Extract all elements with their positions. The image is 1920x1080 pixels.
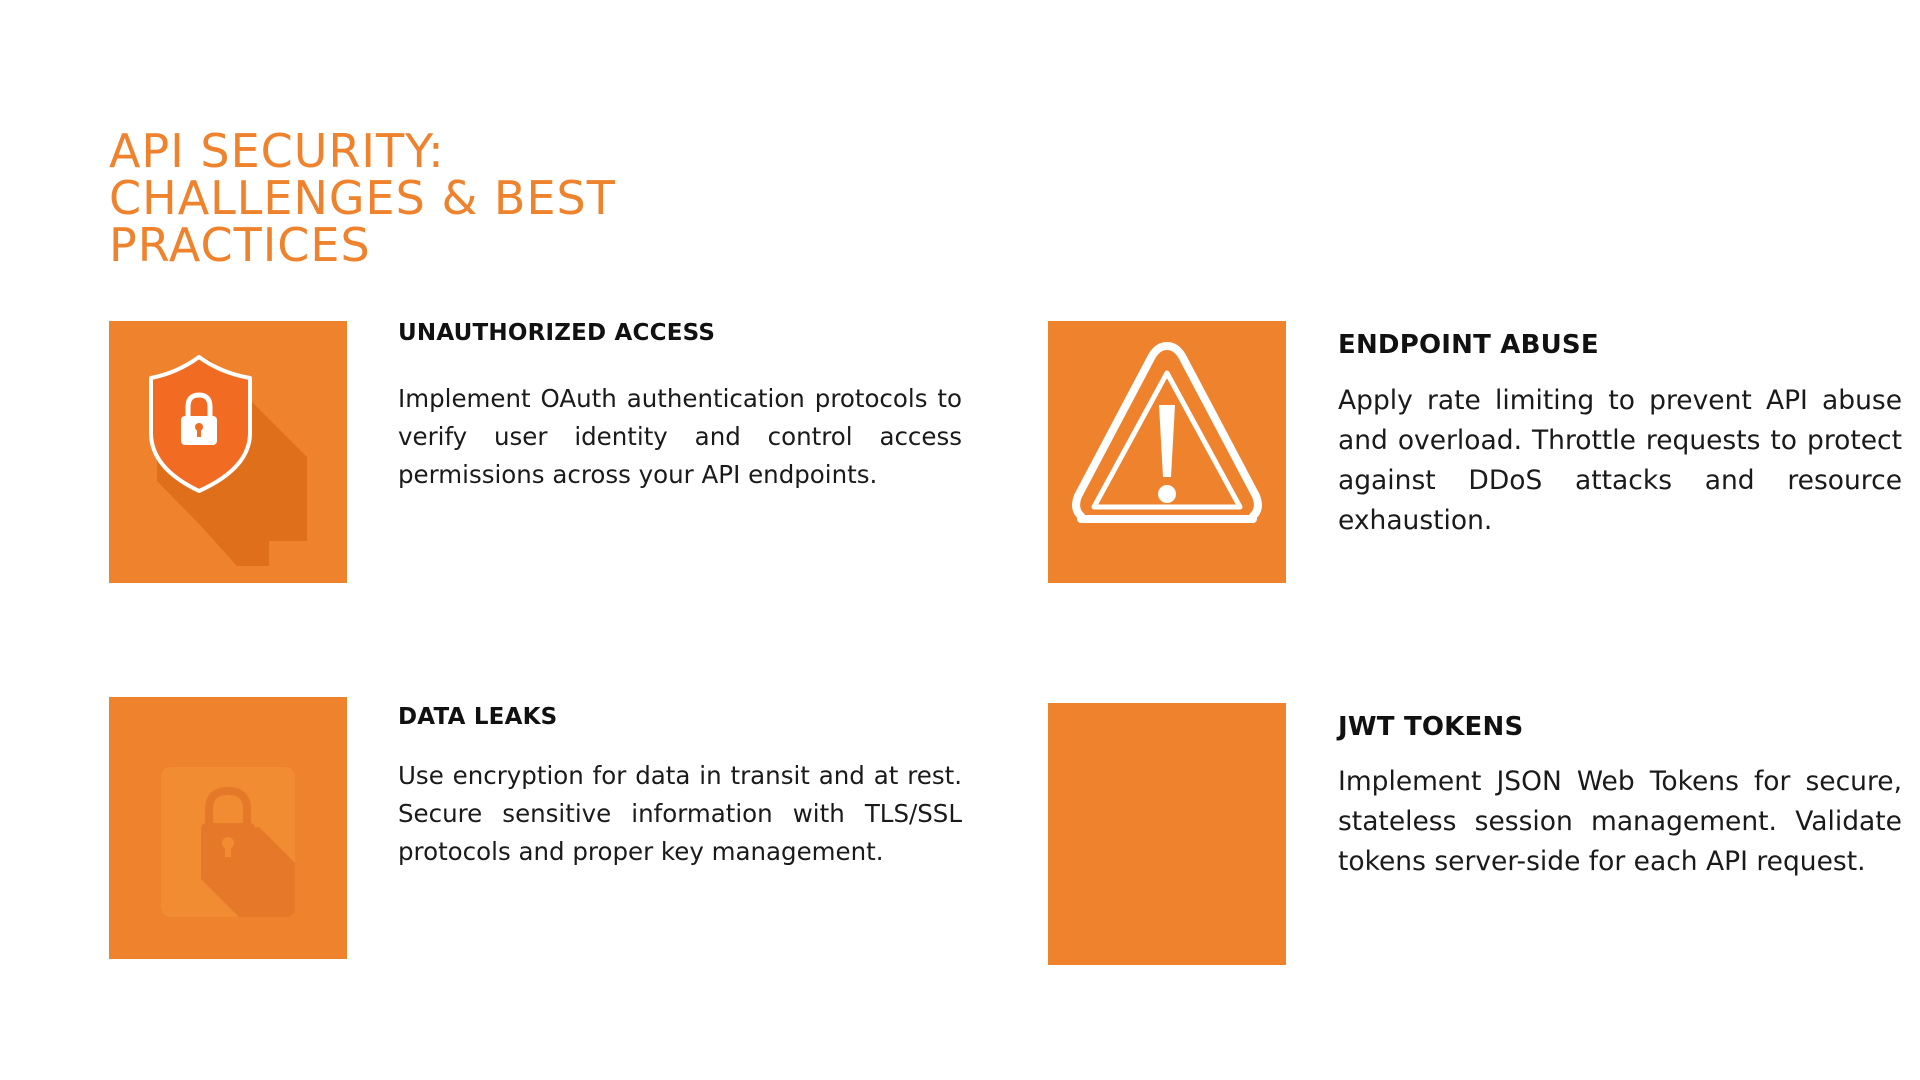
icon-tile-jwt-tokens bbox=[1048, 703, 1286, 965]
warning-triangle-icon bbox=[1048, 321, 1286, 583]
page-title bbox=[109, 124, 749, 272]
card-heading-endpoint-abuse: ENDPOINT ABUSE bbox=[1338, 330, 1599, 360]
card-heading-jwt-tokens: JWT TOKENS bbox=[1338, 712, 1524, 742]
icon-tile-endpoint-abuse bbox=[1048, 321, 1286, 583]
card-heading-data-leaks: DATA LEAKS bbox=[398, 704, 558, 730]
card-text-data-leaks: Use encryption for data in transit and at rest. Secure sensitive information with TLS/SSL protocols and proper key management. bbox=[398, 761, 962, 866]
shield-lock-icon bbox=[109, 321, 347, 583]
card-text-jwt-tokens: Implement JSON Web Tokens for secure, stateless session management. Validate tokens server-side for each API request. bbox=[1338, 766, 1902, 877]
icon-tile-unauthorized-access bbox=[109, 321, 347, 583]
icon-tile-data-leaks bbox=[109, 697, 347, 959]
padlock-icon bbox=[109, 697, 347, 959]
card-text-endpoint-abuse: Apply rate limiting to prevent API abuse and overload. Throttle requests to protect against DDoS attacks and resource exhaustion. bbox=[1338, 385, 1902, 536]
card-text-unauthorized-access: Implement OAuth authentication protocols to verify user identity and control access permissions across your API endpoints. bbox=[398, 384, 962, 489]
page-title-line: PRACTICES bbox=[109, 218, 371, 272]
page-title-line: API SECURITY: bbox=[109, 124, 445, 178]
page-title-line: CHALLENGES & BEST bbox=[109, 171, 616, 225]
card-heading-unauthorized-access: UNAUTHORIZED ACCESS bbox=[398, 320, 716, 346]
